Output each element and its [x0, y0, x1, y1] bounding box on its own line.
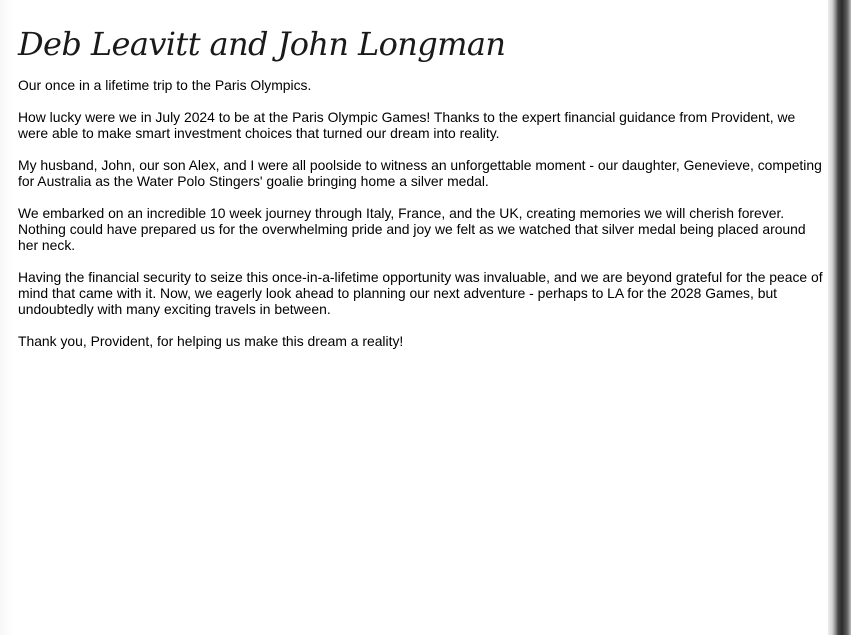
paragraph-journey: We embarked on an incredible 10 week journey through Italy, France, and the UK, creating memories we will cherish forever. Nothing could have prepared us for the overwhelming pride and joy we felt as we watched that silver medal being placed around her neck.: [18, 205, 806, 253]
paragraph-lucky: How lucky were we in July 2024 to be at the Paris Olympic Games! Thanks to the expert financial guidance from Provident, we were able to make smart investment choices that turned our dream into reality.: [18, 109, 796, 141]
paragraph-thanks: Thank you, Provident, for helping us make this dream a reality!: [18, 333, 404, 349]
paragraph-security: Having the financial security to seize this once-in-a-lifetime opportunity was invaluable, and we are beyond grateful for the peace of mind that came with it. Now, we eagerly look ahead to planning our next adventure - perhaps to LA for the 2028 Games, but undoubtedly with many exciting travels in between.: [18, 269, 823, 317]
document-content: [18, 22, 824, 365]
document-title: Deb Leavitt and John Longman: [18, 25, 506, 63]
paragraph-family: My husband, John, our son Alex, and I were all poolside to witness an unforgettable moment - our daughter, Genevieve, competing for Australia as the Water Polo Stingers' goalie bringing home a silver medal.: [18, 157, 822, 189]
page-edge-shadow: [828, 0, 851, 635]
paragraph-intro: Our once in a lifetime trip to the Paris Olympics.: [18, 77, 312, 93]
page-left-edge: [0, 0, 14, 635]
